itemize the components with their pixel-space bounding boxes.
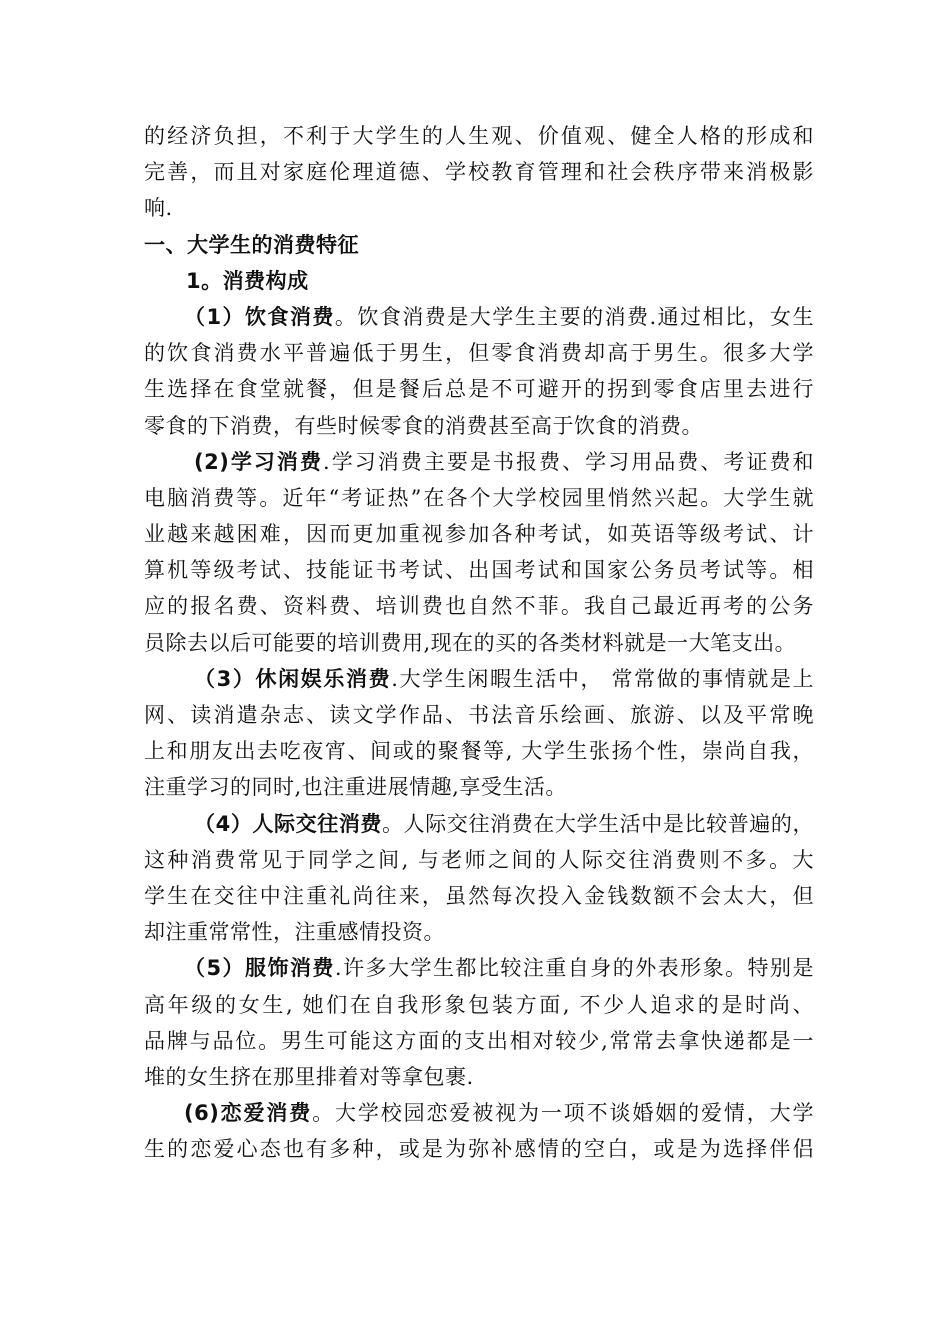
paragraph-first-line: [144, 806, 814, 842]
text-line: 的饮食消费水平普遍低于男生，但零食消费却高于男生。很多大学: [144, 341, 814, 366]
item-lead-rest: 。饮食消费是大学生主要的消费.通过相比，女生: [334, 304, 814, 329]
item-lead: (6)恋爱消费: [184, 1101, 313, 1126]
item-lead: （1）饮食消费: [184, 304, 335, 329]
text-line: 完善，而且对家庭伦理道德、学校教育管理和社会秩序带来消极影: [144, 160, 814, 185]
item-lead: （4）人际交往消费: [194, 811, 383, 836]
item-lead: (2)学习消费: [194, 449, 323, 474]
text-line: 算机等级考试、技能证书考试、出国考试和国家公务员考试等。相: [144, 558, 814, 583]
text-line: 上和朋友出去吃夜宵、间或的聚餐等, 大学生张扬个性，崇尚自我，: [144, 739, 814, 764]
paragraph-first-line: [144, 950, 814, 986]
item-lead-rest: .大学生闲暇生活中， 常常做的事情就是上: [391, 666, 814, 691]
text-line: 零食的下消费，有些时候零食的消费甚至高于饮食的消费。: [144, 413, 703, 438]
paragraph-social-consumption: [144, 806, 814, 951]
item-lead-rest: .许多大学生都比较注重自身的外表形象。特别是: [334, 956, 814, 981]
text-line: 品牌与品位。男生可能这方面的支出相对较少,常常去拿快递都是一: [144, 1028, 814, 1053]
text-line: 生选择在食堂就餐，但是餐后总是不可避开的拐到零食店里去进行: [144, 377, 814, 402]
paragraph-study-consumption: [144, 444, 814, 661]
document-body: [144, 118, 814, 1167]
item-lead-rest: 。人际交往消费在大学生活中是比较普遍的，: [382, 811, 814, 836]
text-line: 的经济负担，不利于大学生的人生观、价值观、健全人格的形成和: [144, 124, 814, 148]
paragraph-first-line: [144, 299, 814, 335]
paragraph-romance-consumption: [144, 1095, 814, 1167]
text-line: 却注重常常性，注重感情投资。: [144, 920, 445, 945]
text-line: 高年级的女生, 她们在自我形象包装方面, 不少人追求的是时尚、: [144, 992, 814, 1017]
text-line: 业越来越困难，因而更加重视参加各种考试，如英语等级考试、计: [144, 522, 814, 547]
text-line: 生的恋爱心态也有多种，或是为弥补感情的空白，或是为选择伴侣: [144, 1137, 814, 1162]
text-line: 网、读消遣杂志、读文学作品、书法音乐绘画、旅游、以及平常晚: [144, 703, 814, 727]
item-lead-rest: 。大学校园恋爱被视为一项不谈婚姻的爱情，大学: [312, 1101, 814, 1126]
text-line: 学生在交往中注重礼尚往来，虽然每次投入金钱数额不会太大，但: [144, 883, 814, 908]
text-line: 这种消费常见于同学之间, 与老师之间的人际交往消费则不多。大: [144, 847, 814, 872]
paragraph-first-line: [144, 444, 814, 480]
item-lead-rest: .学习消费主要是书报费、学习用品费、考证费和: [323, 449, 814, 474]
text-line: 注重学习的同时,也注重进展情趣,享受生活。: [144, 775, 567, 800]
paragraph-first-line: [144, 1095, 814, 1131]
paragraph-intro-continuation: [144, 118, 814, 227]
text-line: 堆的女生挤在那里排着对等拿包裹.: [144, 1064, 474, 1089]
text-line: 员除去以后可能要的培训费用,现在的买的各类材料就是一大笔支出。: [144, 630, 797, 655]
text-line: 电脑消费等。近年“考证热”在各个大学校园里悄然兴起。大学生就: [144, 485, 814, 510]
text-line: 应的报名费、资料费、培训费也自然不菲。我自己最近再考的公务: [144, 594, 814, 619]
item-lead: （5）服饰消费: [184, 956, 335, 981]
text-line: 响.: [144, 196, 173, 221]
item-lead: （3）休闲娱乐消费: [194, 666, 392, 691]
paragraph-first-line: [144, 661, 814, 697]
paragraph-clothing-consumption: [144, 950, 814, 1095]
paragraph-food-consumption: [144, 299, 814, 444]
paragraph-leisure-consumption: [144, 661, 814, 806]
subsection-heading: 1。消费构成: [186, 268, 309, 293]
section-heading: 一、大学生的消费特征: [144, 232, 359, 257]
